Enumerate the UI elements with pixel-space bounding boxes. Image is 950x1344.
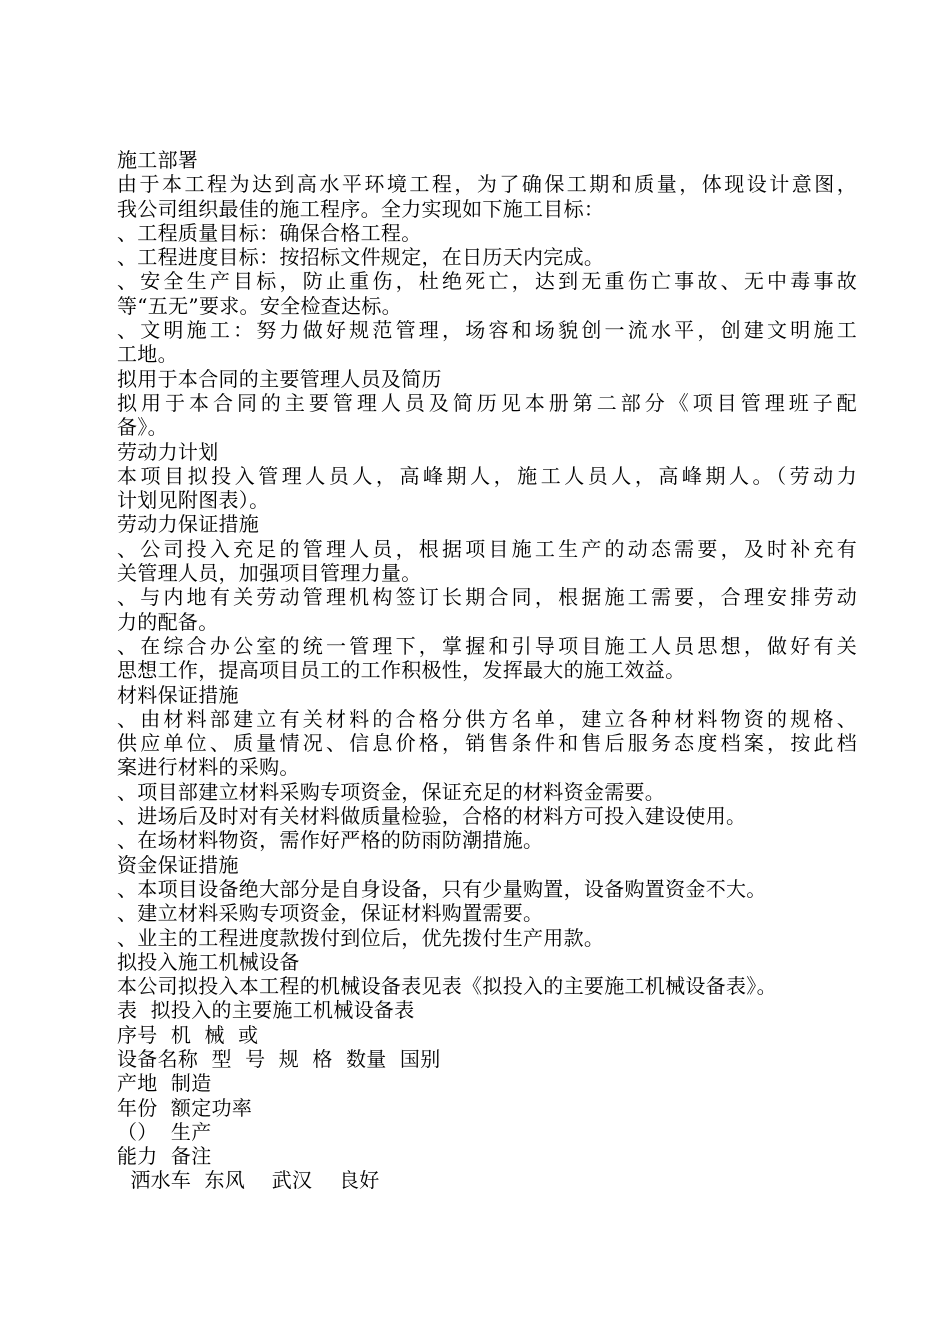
paragraph-line: 等“五无”要求。安全检查达标。 [117, 293, 402, 318]
list-item: 、与内地有关劳动管理机构签订长期合同，根据施工需要，合理安排劳动 [117, 585, 857, 610]
paragraph-line: 拟用于本合同的主要管理人员及简历见本册第二部分《项目管理班子配 [117, 390, 857, 415]
table-row: 洒水车 东风 武汉 良好 [117, 1168, 380, 1193]
paragraph-line: 本项目拟投入管理人员人，高峰期人，施工人员人，高峰期人。（劳动力 [117, 463, 857, 488]
list-item: 、业主的工程进度款拨付到位后，优先拨付生产用款。 [117, 925, 605, 950]
list-item: 、建立材料采购专项资金，保证材料购置需要。 [117, 901, 544, 926]
list-item: 、由材料部建立有关材料的合格分供方名单，建立各种材料物资的规格、 [117, 706, 857, 731]
paragraph-line: 本公司拟投入本工程的机械设备表见表《拟投入的主要施工机械设备表》。 [117, 974, 777, 999]
paragraph-line: 由于本工程为达到高水平环境工程，为了确保工期和质量，体现设计意图， [117, 172, 857, 197]
section-heading: 拟投入施工机械设备 [117, 949, 300, 974]
paragraph-line: 备》。 [117, 415, 168, 440]
paragraph-line: 计划见附图表）。 [117, 488, 270, 513]
paragraph-line: 供应单位、质量情况、信息价格，销售条件和售后服务态度档案，按此档 [117, 731, 857, 756]
table-header-line: 年份 额定功率 [117, 1095, 253, 1120]
list-item: 、工程进度目标：按招标文件规定，在日历天内完成。 [117, 245, 605, 270]
list-item: 、公司投入充足的管理人员，根据项目施工生产的动态需要，及时补充有 [117, 536, 857, 561]
section-heading: 资金保证措施 [117, 852, 239, 877]
list-item: 、安全生产目标，防止重伤，杜绝死亡，达到无重伤亡事故、无中毒事故 [117, 269, 857, 294]
paragraph-line: 我公司组织最佳的施工程序。全力实现如下施工目标： [117, 196, 605, 221]
table-header-line: 产地 制造 [117, 1071, 212, 1096]
paragraph-line: 力的配备。 [117, 609, 219, 634]
table-header-line: 序号 机 械 或 [117, 1022, 259, 1047]
section-heading: 拟用于本合同的主要管理人员及简历 [117, 366, 442, 391]
table-header-line: 设备名称 型 号 规 格 数量 国别 [117, 1046, 441, 1071]
section-heading: 施工部署 [117, 148, 199, 172]
list-item: 、进场后及时对有关材料做质量检验，合格的材料方可投入建设使用。 [117, 804, 747, 829]
list-item: 、在场材料物资，需作好严格的防雨防潮措施。 [117, 828, 544, 853]
list-item: 、工程质量目标：确保合格工程。 [117, 220, 422, 245]
list-item: 、项目部建立材料采购专项资金，保证充足的材料资金需要。 [117, 779, 666, 804]
section-heading: 劳动力保证措施 [117, 512, 260, 537]
table-header-line: 能力 备注 [117, 1144, 212, 1169]
section-heading: 材料保证措施 [117, 682, 239, 707]
list-item: 、在综合办公室的统一管理下，掌握和引导项目施工人员思想，做好有关 [117, 633, 857, 658]
list-item: 、本项目设备绝大部分是自身设备，只有少量购置，设备购置资金不大。 [117, 876, 767, 901]
list-item: 、文明施工：努力做好规范管理，场容和场貌创一流水平，创建文明施工 [117, 318, 857, 343]
table-caption: 表 拟投入的主要施工机械设备表 [117, 998, 415, 1023]
paragraph-line: 案进行材料的采购。 [117, 755, 300, 780]
paragraph-line: 思想工作，提高项目员工的工作积极性，发挥最大的施工效益。 [117, 658, 686, 683]
paragraph-line: 关管理人员，加强项目管理力量。 [117, 561, 422, 586]
table-header-line: （） 生产 [117, 1119, 212, 1144]
document-body [117, 148, 857, 1193]
section-heading: 劳动力计划 [117, 439, 219, 464]
paragraph-line: 工地。 [117, 342, 178, 367]
